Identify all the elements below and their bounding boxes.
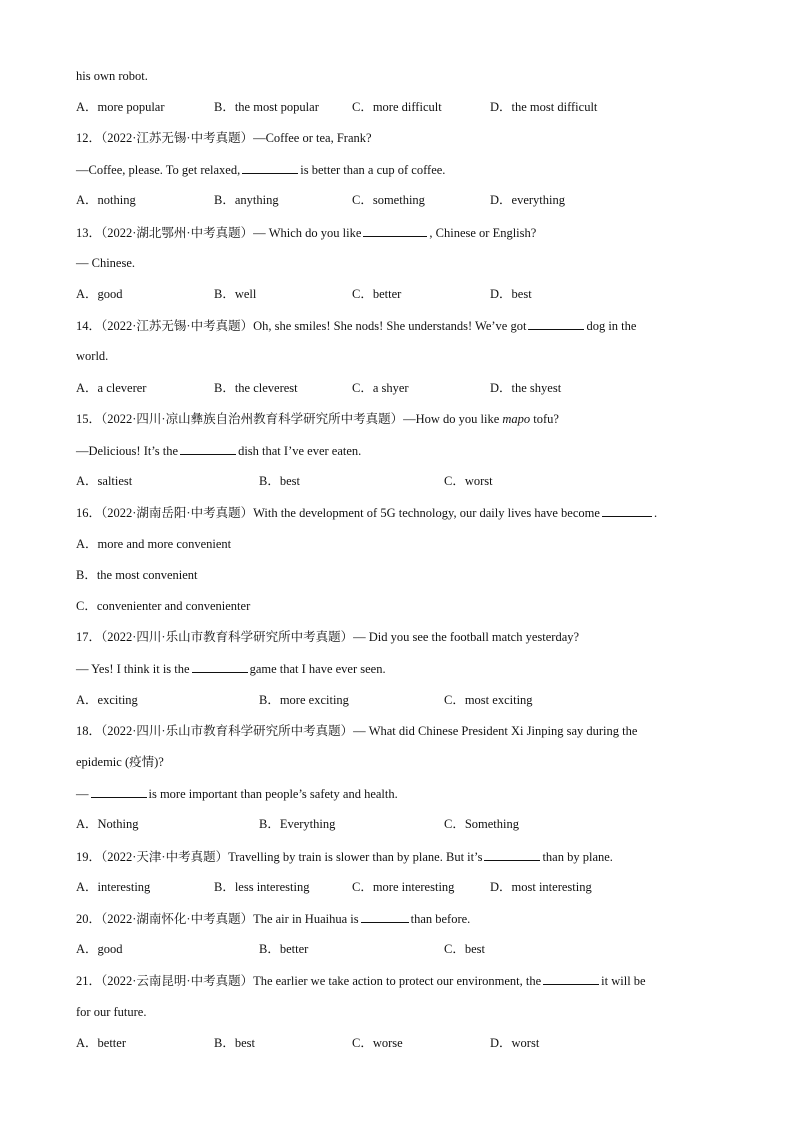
q18-options [76,816,776,832]
q20-options [76,941,776,957]
q19-stem: 19．（2022·天津·中考真题）Travelling by train is slower than by plane. But it’s than by plane. [76,850,613,864]
q18-option-c[interactable]: C．Something [444,817,520,831]
q20-option-c[interactable]: C．best [444,942,485,956]
q15-option-c[interactable]: C．worst [444,474,493,488]
q21-option-c[interactable]: C．worse [352,1036,403,1050]
answer-blank[interactable] [192,660,248,673]
q17-option-a[interactable]: A．exciting [76,693,138,707]
q21-stem: 21．（2022·云南昆明·中考真题）The earlier we take action to protect our environment, the it will be [76,974,646,988]
q12-stem-2: —Coffee, please. To get relaxed, is better than a cup of coffee. [76,163,446,177]
q17-options [76,692,776,708]
q14-option-c[interactable]: C．a shyer [352,381,409,395]
q17-option-c[interactable]: C．most exciting [444,693,533,707]
q11-stem-end: his own robot. [76,69,148,83]
q17-stem-2: — Yes! I think it is the game that I have ever seen. [76,662,386,676]
q17-stem: 17．（2022·四川·乐山市教育科学研究所中考真题）— Did you see the football match yesterday? [76,630,580,644]
q14-stem-2: world. [76,349,109,363]
q19-option-d[interactable]: D．most interesting [490,880,592,894]
q11-option-a[interactable]: A．more popular [76,100,165,114]
q13-option-c[interactable]: C．better [352,287,402,301]
q21-options [76,1035,776,1051]
q19-option-a[interactable]: A．interesting [76,880,151,894]
q15-stem: 15．（2022·四川·凉山彝族自治州教育科学研究所中考真题）—How do you like mapo tofu? [76,412,559,426]
q11-option-d[interactable]: D．the most difficult [490,100,598,114]
q12-option-d[interactable]: D．everything [490,193,565,207]
q19-option-b[interactable]: B．less interesting [214,880,310,894]
q11-option-c[interactable]: C．more difficult [352,100,442,114]
q15-options [76,473,776,489]
q20-option-a[interactable]: A．good [76,942,123,956]
q13-stem-2: — Chinese. [76,256,136,270]
q11-option-b[interactable]: B．the most popular [214,100,319,114]
answer-blank[interactable] [602,504,652,517]
q21-option-a[interactable]: A．better [76,1036,126,1050]
q14-option-b[interactable]: B．the cleverest [214,381,298,395]
q13-option-a[interactable]: A．good [76,287,123,301]
q15-option-b[interactable]: B．best [259,474,300,488]
q19-options [76,879,776,895]
q15-stem-2: —Delicious! It’s the dish that I’ve ever eaten. [76,444,362,458]
q18-stem-2: epidemic (疫情)? [76,755,164,769]
q14-stem: 14．（2022·江苏无锡·中考真题）Oh, she smiles! She nods! She understands! We’ve got dog in the [76,319,637,333]
q21-option-b[interactable]: B．best [214,1036,255,1050]
q21-stem-2: for our future. [76,1005,147,1019]
q16-option-b[interactable]: B．the most convenient [76,568,198,582]
q16-option-c[interactable]: C．convenienter and convenienter [76,599,251,613]
answer-blank[interactable] [484,848,540,861]
q14-options [76,380,776,396]
q13-option-d[interactable]: D．best [490,287,532,301]
q12-stem: 12．（2022·江苏无锡·中考真题）—Coffee or tea, Frank? [76,131,372,145]
q12-options [76,192,776,208]
q20-stem: 20．（2022·湖南怀化·中考真题）The air in Huaihua is than before. [76,912,471,926]
q21-option-d[interactable]: D．worst [490,1036,540,1050]
q13-stem: 13．（2022·湖北鄂州·中考真题）— Which do you like , Chinese or English? [76,226,537,240]
q12-option-c[interactable]: C．something [352,193,425,207]
q13-options [76,286,776,302]
answer-blank[interactable] [180,442,236,455]
q18-option-a[interactable]: A．Nothing [76,817,139,831]
q11-options [76,99,776,115]
q17-option-b[interactable]: B．more exciting [259,693,349,707]
q16-stem: 16．（2022·湖南岳阳·中考真题）With the development of 5G technology, our daily lives have become . [76,506,658,520]
q13-option-b[interactable]: B．well [214,287,257,301]
answer-blank[interactable] [242,161,298,174]
answer-blank[interactable] [363,224,427,237]
answer-blank[interactable] [528,317,584,330]
answer-blank[interactable] [91,785,147,798]
q15-option-a[interactable]: A．saltiest [76,474,133,488]
q12-option-a[interactable]: A．nothing [76,193,136,207]
q18-option-b[interactable]: B．Everything [259,817,336,831]
q14-option-a[interactable]: A．a cleverer [76,381,147,395]
q12-option-b[interactable]: B．anything [214,193,279,207]
q18-stem-3: — is more important than people’s safety and health. [76,787,398,801]
q20-option-b[interactable]: B．better [259,942,309,956]
q19-option-c[interactable]: C．more interesting [352,880,455,894]
answer-blank[interactable] [543,972,599,985]
answer-blank[interactable] [361,910,409,923]
q14-option-d[interactable]: D．the shyest [490,381,562,395]
q18-stem: 18．（2022·四川·乐山市教育科学研究所中考真题）— What did Chinese President Xi Jinping say during the [76,724,638,738]
q16-option-a[interactable]: A．more and more convenient [76,537,232,551]
